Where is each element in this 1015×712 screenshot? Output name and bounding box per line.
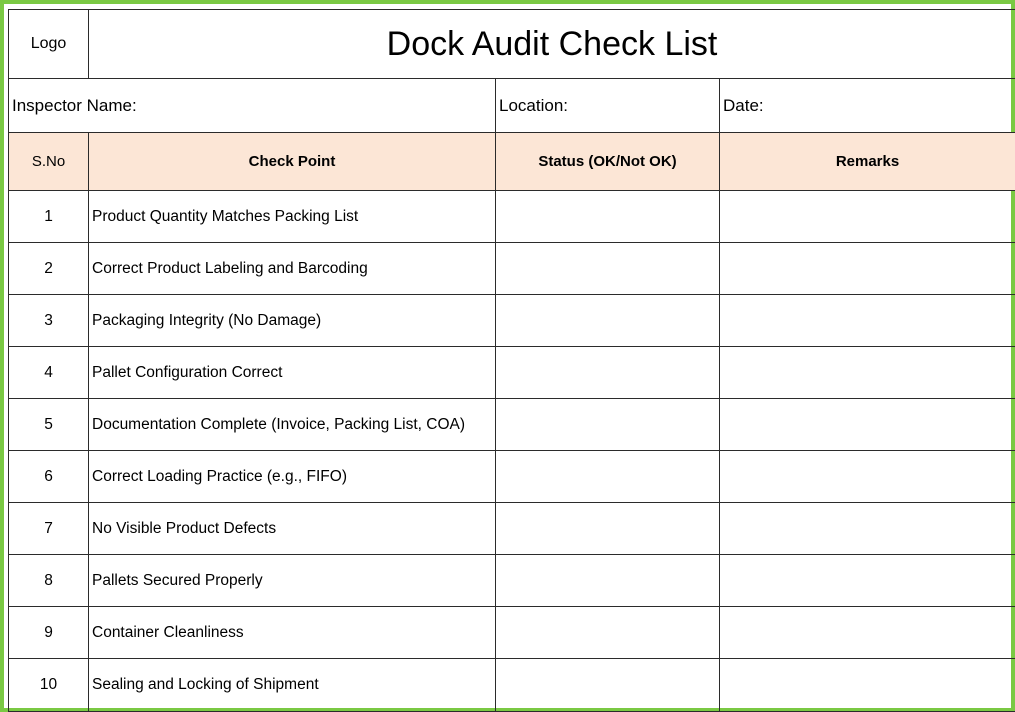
row-remarks-cell[interactable] — [720, 191, 1015, 243]
row-check-point: No Visible Product Defects — [89, 503, 496, 555]
audit-checklist-table — [8, 9, 1015, 712]
row-status-cell[interactable] — [496, 243, 720, 295]
row-status-cell[interactable] — [496, 555, 720, 607]
table-row — [9, 399, 1015, 451]
row-status-cell[interactable] — [496, 399, 720, 451]
table-row — [9, 347, 1015, 399]
row-remarks-cell[interactable] — [720, 399, 1015, 451]
row-sno: 4 — [9, 347, 89, 399]
row-check-point: Packaging Integrity (No Damage) — [89, 295, 496, 347]
inspector-name-field[interactable]: Inspector Name: — [9, 79, 496, 133]
row-remarks-cell[interactable] — [720, 607, 1015, 659]
column-header-check-point: Check Point — [89, 133, 496, 191]
row-sno: 8 — [9, 555, 89, 607]
row-sno: 2 — [9, 243, 89, 295]
location-field[interactable]: Location: — [496, 79, 720, 133]
column-header-status: Status (OK/Not OK) — [496, 133, 720, 191]
column-header-remarks: Remarks — [720, 133, 1015, 191]
column-header-row — [9, 133, 1015, 191]
row-remarks-cell[interactable] — [720, 659, 1015, 712]
table-row — [9, 659, 1015, 712]
row-sno: 5 — [9, 399, 89, 451]
row-sno: 1 — [9, 191, 89, 243]
row-check-point: Pallets Secured Properly — [89, 555, 496, 607]
row-status-cell[interactable] — [496, 347, 720, 399]
info-row — [9, 79, 1015, 133]
row-check-point: Documentation Complete (Invoice, Packing List, COA) — [89, 399, 496, 451]
row-remarks-cell[interactable] — [720, 295, 1015, 347]
table-row — [9, 243, 1015, 295]
row-check-point: Correct Product Labeling and Barcoding — [89, 243, 496, 295]
date-field[interactable]: Date: — [720, 79, 1015, 133]
row-check-point: Container Cleanliness — [89, 607, 496, 659]
row-sno: 6 — [9, 451, 89, 503]
row-status-cell[interactable] — [496, 191, 720, 243]
table-row — [9, 555, 1015, 607]
row-remarks-cell[interactable] — [720, 243, 1015, 295]
logo-placeholder: Logo — [9, 10, 89, 79]
column-header-sno: S.No — [9, 133, 89, 191]
page-title: Dock Audit Check List — [89, 10, 1015, 79]
row-status-cell[interactable] — [496, 659, 720, 712]
row-remarks-cell[interactable] — [720, 347, 1015, 399]
table-row — [9, 191, 1015, 243]
row-status-cell[interactable] — [496, 607, 720, 659]
row-sno: 9 — [9, 607, 89, 659]
row-remarks-cell[interactable] — [720, 503, 1015, 555]
row-check-point: Product Quantity Matches Packing List — [89, 191, 496, 243]
row-status-cell[interactable] — [496, 451, 720, 503]
row-check-point: Correct Loading Practice (e.g., FIFO) — [89, 451, 496, 503]
row-status-cell[interactable] — [496, 295, 720, 347]
row-check-point: Sealing and Locking of Shipment — [89, 659, 496, 712]
row-sno: 7 — [9, 503, 89, 555]
table-row — [9, 295, 1015, 347]
row-remarks-cell[interactable] — [720, 555, 1015, 607]
title-row — [9, 10, 1015, 79]
row-check-point: Pallet Configuration Correct — [89, 347, 496, 399]
row-status-cell[interactable] — [496, 503, 720, 555]
row-remarks-cell[interactable] — [720, 451, 1015, 503]
row-sno: 10 — [9, 659, 89, 712]
table-row — [9, 607, 1015, 659]
table-row — [9, 451, 1015, 503]
row-sno: 3 — [9, 295, 89, 347]
table-row — [9, 503, 1015, 555]
